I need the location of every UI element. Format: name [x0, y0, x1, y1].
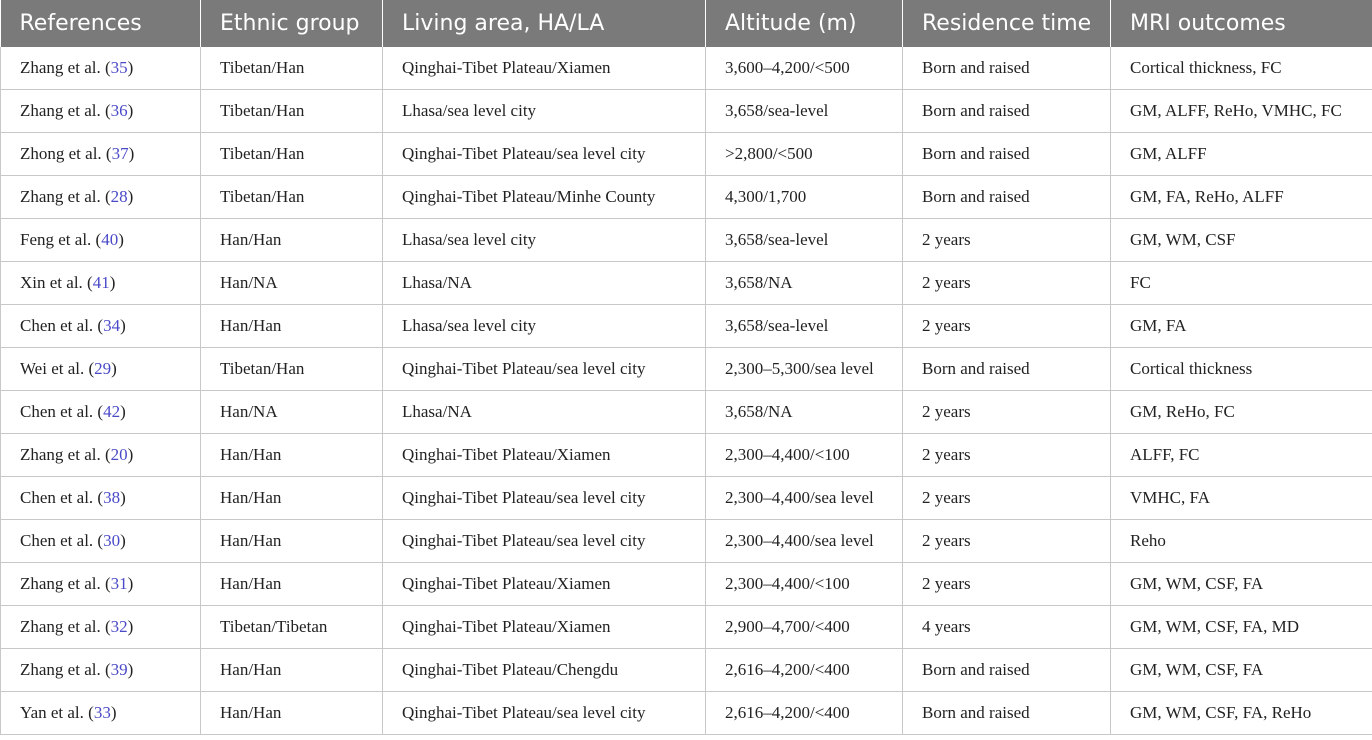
citation-link[interactable]: 32 [110, 617, 128, 636]
cell-reference: Zhang et al. (28) [1, 176, 201, 219]
cell-mri-outcomes: GM, WM, CSF [1111, 219, 1372, 262]
cell-living-area: Qinghai-Tibet Plateau/Xiamen [383, 47, 706, 90]
cell-altitude: 2,300–4,400/<100 [706, 434, 903, 477]
cell-mri-outcomes: VMHC, FA [1111, 477, 1372, 520]
header-ethnic-group: Ethnic group [201, 0, 383, 47]
header-mri-outcomes: MRI outcomes [1111, 0, 1372, 47]
cell-ethnic-group: Han/Han [201, 692, 383, 735]
cell-residence-time: Born and raised [903, 649, 1111, 692]
cell-living-area: Lhasa/sea level city [383, 219, 706, 262]
ref-author: Zhang et al. [20, 187, 101, 206]
citation-link[interactable]: 33 [93, 703, 111, 722]
cell-mri-outcomes: GM, WM, CSF, FA, ReHo [1111, 692, 1372, 735]
citation-link[interactable]: 30 [103, 531, 121, 550]
citation-link[interactable]: 37 [111, 144, 129, 163]
table-row [1, 47, 1372, 90]
table-body [1, 47, 1372, 735]
citation-link[interactable]: 34 [103, 316, 121, 335]
cell-reference: Zhang et al. (31) [1, 563, 201, 606]
table-row [1, 434, 1372, 477]
cell-reference: Zhang et al. (36) [1, 90, 201, 133]
ref-author: Chen et al. [20, 531, 94, 550]
cell-reference: Yan et al. (33) [1, 692, 201, 735]
citation-link[interactable]: 31 [110, 574, 128, 593]
cell-mri-outcomes: Cortical thickness [1111, 348, 1372, 391]
cell-ethnic-group: Tibetan/Han [201, 47, 383, 90]
table-row [1, 305, 1372, 348]
cell-altitude: 2,616–4,200/<400 [706, 692, 903, 735]
cell-mri-outcomes: GM, ALFF [1111, 133, 1372, 176]
cell-reference: Chen et al. (38) [1, 477, 201, 520]
cell-altitude: 2,300–5,300/sea level [706, 348, 903, 391]
header-altitude: Altitude (m) [706, 0, 903, 47]
cell-residence-time: Born and raised [903, 348, 1111, 391]
cell-altitude: 3,658/sea-level [706, 219, 903, 262]
cell-reference: Zhang et al. (32) [1, 606, 201, 649]
ref-author: Zhang et al. [20, 574, 101, 593]
ref-author: Chen et al. [20, 488, 94, 507]
cell-mri-outcomes: ALFF, FC [1111, 434, 1372, 477]
cell-residence-time: Born and raised [903, 90, 1111, 133]
cell-ethnic-group: Han/Han [201, 305, 383, 348]
cell-ethnic-group: Han/Han [201, 520, 383, 563]
cell-mri-outcomes: GM, FA, ReHo, ALFF [1111, 176, 1372, 219]
cell-mri-outcomes: GM, WM, CSF, FA [1111, 563, 1372, 606]
cell-living-area: Qinghai-Tibet Plateau/Chengdu [383, 649, 706, 692]
citation-link[interactable]: 36 [110, 101, 128, 120]
table-row [1, 219, 1372, 262]
cell-residence-time: 4 years [903, 606, 1111, 649]
cell-ethnic-group: Han/NA [201, 391, 383, 434]
table-row [1, 348, 1372, 391]
cell-mri-outcomes: FC [1111, 262, 1372, 305]
header-residence-time: Residence time [903, 0, 1111, 47]
cell-reference: Zhong et al. (37) [1, 133, 201, 176]
cell-mri-outcomes: Cortical thickness, FC [1111, 47, 1372, 90]
cell-living-area: Qinghai-Tibet Plateau/Xiamen [383, 606, 706, 649]
cell-ethnic-group: Tibetan/Han [201, 90, 383, 133]
cell-living-area: Lhasa/NA [383, 262, 706, 305]
citation-link[interactable]: 35 [110, 58, 128, 77]
cell-residence-time: Born and raised [903, 47, 1111, 90]
cell-mri-outcomes: GM, FA [1111, 305, 1372, 348]
cell-altitude: 3,600–4,200/<500 [706, 47, 903, 90]
cell-ethnic-group: Han/Han [201, 477, 383, 520]
ref-author: Zhang et al. [20, 58, 101, 77]
citation-link[interactable]: 41 [92, 273, 110, 292]
cell-residence-time: 2 years [903, 391, 1111, 434]
citation-link[interactable]: 42 [103, 402, 121, 421]
cell-altitude: 2,300–4,400/<100 [706, 563, 903, 606]
cell-ethnic-group: Han/Han [201, 563, 383, 606]
cell-reference: Feng et al. (40) [1, 219, 201, 262]
ref-author: Chen et al. [20, 316, 94, 335]
cell-altitude: 2,900–4,700/<400 [706, 606, 903, 649]
ref-author: Feng et al. [20, 230, 92, 249]
table-row [1, 520, 1372, 563]
cell-residence-time: 2 years [903, 434, 1111, 477]
cell-ethnic-group: Han/Han [201, 434, 383, 477]
cell-living-area: Lhasa/sea level city [383, 90, 706, 133]
cell-altitude: 3,658/sea-level [706, 90, 903, 133]
cell-reference: Chen et al. (42) [1, 391, 201, 434]
cell-residence-time: 2 years [903, 262, 1111, 305]
cell-altitude: 2,300–4,400/sea level [706, 520, 903, 563]
cell-ethnic-group: Han/NA [201, 262, 383, 305]
table-row [1, 649, 1372, 692]
cell-reference: Chen et al. (34) [1, 305, 201, 348]
cell-residence-time: 2 years [903, 520, 1111, 563]
citation-link[interactable]: 20 [110, 445, 128, 464]
cell-mri-outcomes: GM, WM, CSF, FA, MD [1111, 606, 1372, 649]
cell-living-area: Lhasa/NA [383, 391, 706, 434]
table-row [1, 133, 1372, 176]
cell-reference: Zhang et al. (35) [1, 47, 201, 90]
citation-link[interactable]: 40 [101, 230, 119, 249]
header-living-area: Living area, HA/LA [383, 0, 706, 47]
cell-residence-time: 2 years [903, 219, 1111, 262]
ref-author: Yan et al. [20, 703, 84, 722]
cell-residence-time: 2 years [903, 477, 1111, 520]
cell-altitude: 2,616–4,200/<400 [706, 649, 903, 692]
cell-living-area: Qinghai-Tibet Plateau/sea level city [383, 133, 706, 176]
cell-mri-outcomes: GM, ReHo, FC [1111, 391, 1372, 434]
cell-reference: Chen et al. (30) [1, 520, 201, 563]
cell-residence-time: Born and raised [903, 692, 1111, 735]
cell-living-area: Qinghai-Tibet Plateau/sea level city [383, 520, 706, 563]
table-row [1, 176, 1372, 219]
table-row [1, 262, 1372, 305]
cell-altitude: 3,658/NA [706, 262, 903, 305]
cell-living-area: Qinghai-Tibet Plateau/sea level city [383, 692, 706, 735]
cell-reference: Wei et al. (29) [1, 348, 201, 391]
cell-altitude: 3,658/NA [706, 391, 903, 434]
cell-altitude: 4,300/1,700 [706, 176, 903, 219]
cell-altitude: 2,300–4,400/sea level [706, 477, 903, 520]
cell-ethnic-group: Tibetan/Han [201, 348, 383, 391]
cell-living-area: Lhasa/sea level city [383, 305, 706, 348]
table-row [1, 563, 1372, 606]
cell-living-area: Qinghai-Tibet Plateau/Xiamen [383, 434, 706, 477]
citation-link[interactable]: 29 [94, 359, 112, 378]
ref-author: Zhang et al. [20, 445, 101, 464]
ref-author: Xin et al. [20, 273, 83, 292]
cell-reference: Zhang et al. (39) [1, 649, 201, 692]
cell-living-area: Qinghai-Tibet Plateau/sea level city [383, 348, 706, 391]
ref-author: Chen et al. [20, 402, 94, 421]
ref-author: Zhang et al. [20, 660, 101, 679]
cell-residence-time: 2 years [903, 563, 1111, 606]
cell-residence-time: Born and raised [903, 133, 1111, 176]
table-row [1, 692, 1372, 735]
cell-reference: Xin et al. (41) [1, 262, 201, 305]
citation-link[interactable]: 38 [103, 488, 121, 507]
table-header [1, 0, 1372, 47]
cell-ethnic-group: Han/Han [201, 219, 383, 262]
cell-living-area: Qinghai-Tibet Plateau/Minhe County [383, 176, 706, 219]
cell-ethnic-group: Tibetan/Tibetan [201, 606, 383, 649]
cell-ethnic-group: Han/Han [201, 649, 383, 692]
cell-living-area: Qinghai-Tibet Plateau/Xiamen [383, 563, 706, 606]
ref-author: Zhang et al. [20, 101, 101, 120]
table-row [1, 606, 1372, 649]
cell-residence-time: 2 years [903, 305, 1111, 348]
header-references: References [1, 0, 201, 47]
citation-link[interactable]: 39 [110, 660, 128, 679]
cell-mri-outcomes: GM, ALFF, ReHo, VMHC, FC [1111, 90, 1372, 133]
cell-mri-outcomes: Reho [1111, 520, 1372, 563]
ref-author: Wei et al. [20, 359, 85, 378]
header-row [1, 0, 1372, 47]
table-row [1, 90, 1372, 133]
cell-residence-time: Born and raised [903, 176, 1111, 219]
cell-reference: Zhang et al. (20) [1, 434, 201, 477]
cell-ethnic-group: Tibetan/Han [201, 176, 383, 219]
table-row [1, 477, 1372, 520]
cell-living-area: Qinghai-Tibet Plateau/sea level city [383, 477, 706, 520]
cell-altitude: 3,658/sea-level [706, 305, 903, 348]
citation-link[interactable]: 28 [110, 187, 128, 206]
cell-ethnic-group: Tibetan/Han [201, 133, 383, 176]
cell-altitude: >2,800/<500 [706, 133, 903, 176]
table-row [1, 391, 1372, 434]
ref-author: Zhang et al. [20, 617, 101, 636]
cell-mri-outcomes: GM, WM, CSF, FA [1111, 649, 1372, 692]
ref-author: Zhong et al. [20, 144, 102, 163]
